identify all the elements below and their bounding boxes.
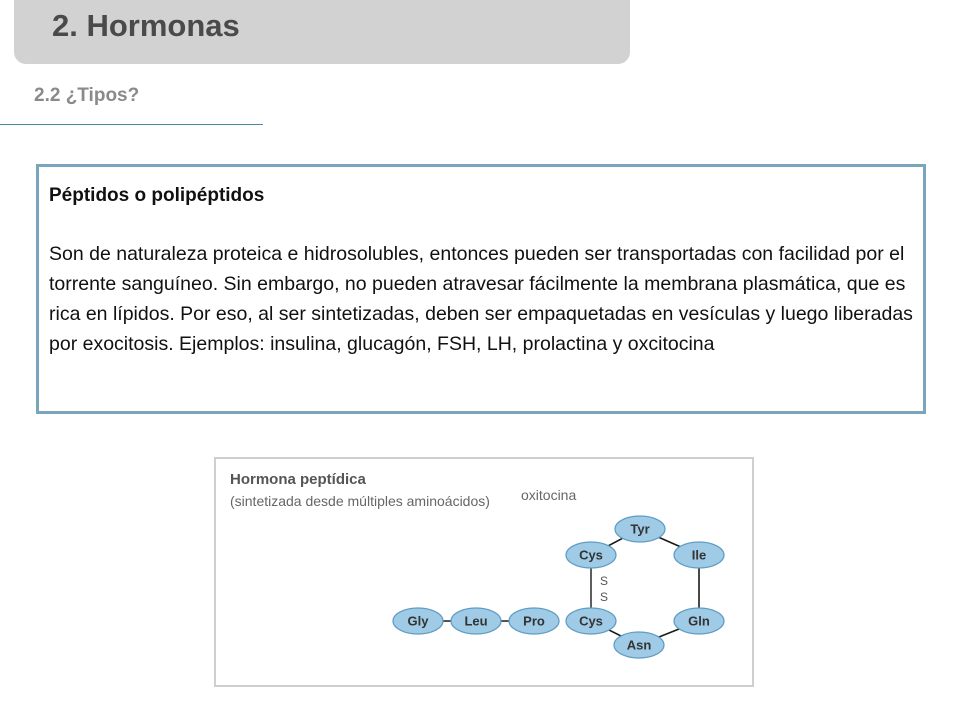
content-box — [36, 164, 926, 414]
node-tyr — [615, 516, 665, 542]
node-gln-label: Gln — [688, 613, 710, 629]
subtitle-divider — [0, 124, 263, 125]
node-gly — [393, 608, 443, 634]
node-leu-label: Leu — [464, 613, 488, 629]
title-bar — [14, 0, 630, 64]
sulfur-label-bottom: S — [600, 590, 609, 604]
node-pro — [509, 608, 559, 634]
slide-title: 2. Hormonas — [52, 8, 240, 43]
figure-title: Hormona peptídica — [230, 471, 366, 488]
node-cys-top-label: Cys — [579, 547, 603, 563]
node-gln — [674, 608, 724, 634]
amino-acid-nodes — [393, 516, 724, 658]
sulfur-label-top: S — [600, 574, 609, 588]
oxytocin-figure — [214, 457, 754, 687]
node-tyr-label: Tyr — [630, 521, 650, 537]
node-asn-label: Asn — [626, 637, 652, 653]
node-asn — [614, 632, 664, 658]
figure-subtitle: (sintetizada desde múltiples aminoácidos) — [230, 493, 490, 509]
node-cys-top — [566, 542, 616, 568]
node-gly-label: Gly — [407, 613, 429, 629]
node-pro-label: Pro — [523, 613, 545, 629]
molecule-diagram — [216, 459, 752, 685]
node-cys-bottom — [566, 608, 616, 634]
content-heading: Péptidos o polipéptidos — [49, 185, 265, 206]
node-ile-label: Ile — [691, 547, 707, 563]
molecule-name: oxitocina — [521, 487, 577, 503]
node-leu — [451, 608, 501, 634]
node-cys-bottom-label: Cys — [579, 613, 603, 629]
content-body: Son de naturaleza proteica e hidrosolubles, entonces pueden ser transportadas con facilidad por el torrente sanguíneo. Sin embargo, no pueden atravesar fácilmente la membrana plasmática, que es rica en lípidos. Por eso, al ser sintetizadas, deben ser empaquetadas en vesículas y luego liberadas por exocitosis. Ejemplos: insulina, glucagón, FSH, LH, prolactina y oxcitocina — [49, 243, 913, 355]
node-ile — [674, 542, 724, 568]
slide-subtitle: 2.2 ¿Tipos? — [34, 85, 140, 106]
